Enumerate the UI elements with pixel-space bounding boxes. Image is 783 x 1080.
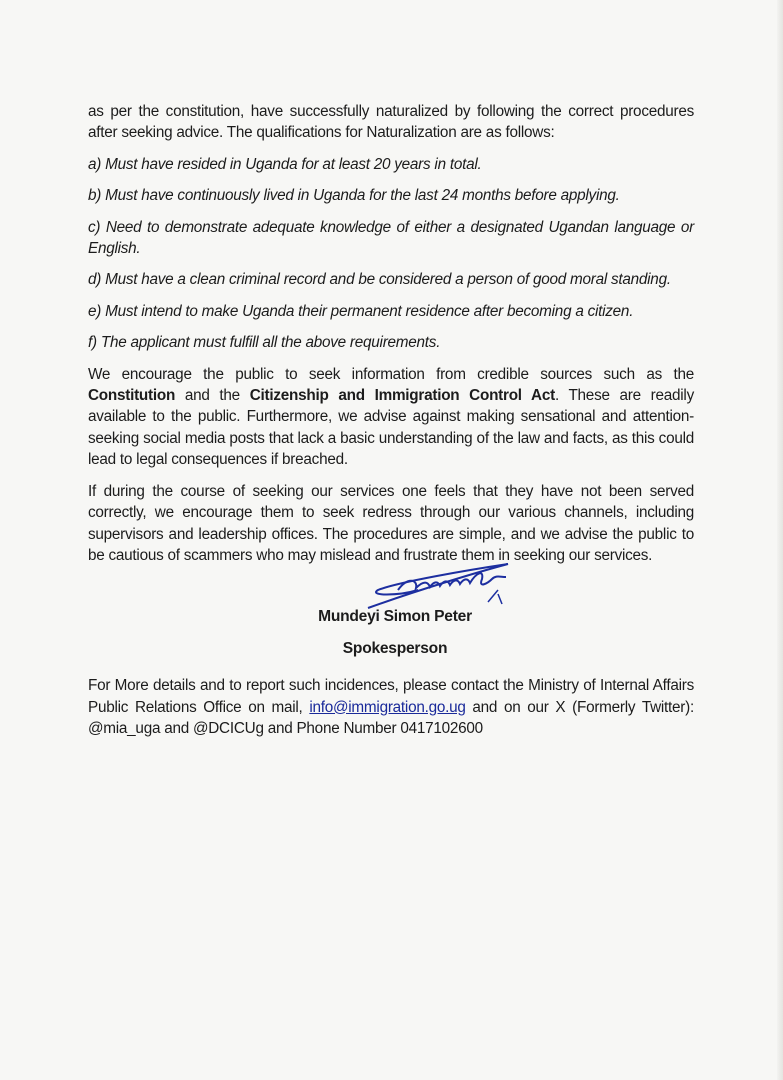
act-ref: Citizenship and Immigration Control Act — [249, 387, 555, 405]
signatory-name: Mundeyi Simon Peter — [318, 608, 472, 626]
constitution-ref: Constitution — [88, 387, 176, 405]
qualification-e: e) Must intend to make Uganda their permanent residence after becoming a citizen. — [88, 302, 634, 320]
signature — [88, 560, 694, 606]
document-body — [88, 101, 694, 749]
text: and on our X (Formerly Twitter): @mia_uga and @DCICUg and Phone Number 0417102600 — [88, 698, 694, 737]
text: We encourage the public to seek information from credible sources such as the — [88, 365, 694, 383]
text: . These are readily available to the public. Furthermore, we advise against making sensational and attention-seeking social media posts that lack a basic understanding of the law and facts, as this could lead to legal consequences if breached. — [88, 387, 694, 469]
redress-paragraph: If during the course of seeking our services one feels that they have not been served correctly, we encourage them to seek redress through our various channels, including supervisors and leadership offices. The procedures are simple, and we advise the public to be cautious of scammers who may mislead and frustrate them in seeking our services. — [88, 482, 694, 564]
intro-paragraph: as per the constitution, have successfully naturalized by following the correct procedures after seeking advice. The qualifications for Naturalization are as follows: — [88, 103, 694, 142]
qualification-a: a) Must have resided in Uganda for at least 20 years in total. — [88, 155, 482, 173]
signatory-title: Spokesperson — [342, 639, 448, 657]
qualification-b: b) Must have continuously lived in Uganda for the last 24 months before applying. — [88, 187, 620, 205]
email-link[interactable]: info@immigration.go.ug — [309, 698, 466, 716]
qualification-f: f) The applicant must fulfill all the above requirements. — [88, 334, 441, 352]
text: For More details and to report such incidences, please contact the Ministry of Internal Affairs Public Relations Office on mail, — [88, 677, 694, 716]
contact-paragraph — [88, 675, 694, 739]
qualification-d: d) Must have a clean criminal record and be considered a person of good moral standing. — [88, 271, 671, 289]
signature-image — [358, 560, 578, 610]
page-edge — [777, 0, 783, 1080]
encourage-paragraph — [88, 364, 694, 471]
text: and the — [175, 387, 250, 405]
qualification-c: c) Need to demonstrate adequate knowledge of either a designated Ugandan language or English. — [88, 218, 694, 258]
